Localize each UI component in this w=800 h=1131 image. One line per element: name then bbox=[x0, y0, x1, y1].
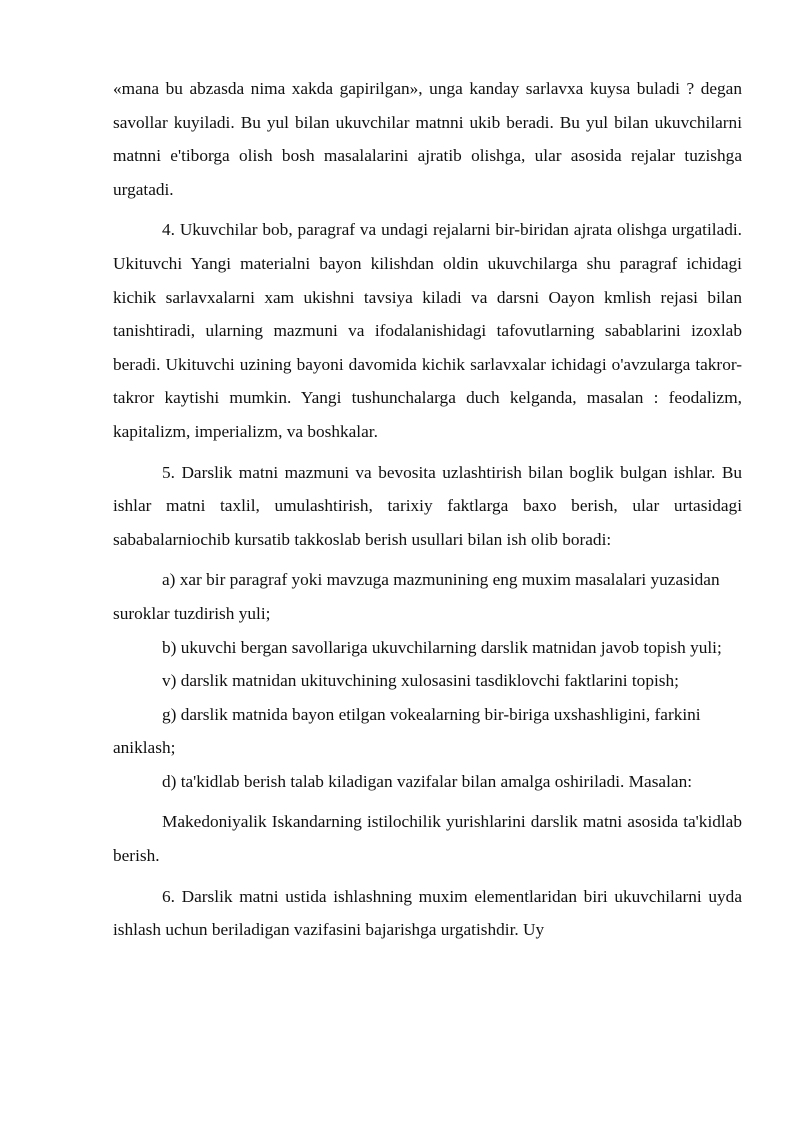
list-item-b: b) ukuvchi bergan savollariga ukuvchilarning darslik matnidan javob topish yuli; bbox=[162, 637, 722, 657]
paragraph-item-4: 4. Ukuvchilar bob, paragraf va undagi rejalarni bir-biridan ajrata olishga urgatiladi. Ukituvchi Yangi materialni bayon kilishdan oldin ukuvchilarga shu paragraf ichidagi kichik sarlavxalarni xam ukishni tavsiya kiladi va darsni Oayon kmlish rejasi bilan tanishtiradi, ularning mazmuni va ifodalanishidagi tafovutlarning sabablarini izoxlab beradi. Ukituvchi uzining bayoni davomida kichik sarlavxalar ichidagi o'avzularga takror-takror kaytishi mumkin. Yangi tushunchalarga duch kelganda, masalan : feodalizm, kapitalizm, imperializm, va boshkalar. bbox=[113, 220, 742, 441]
paragraph-item-6: 6. Darslik matni ustida ishlashning muxim elementlaridan biri ukuvchilarni uyda ishlash uchun beriladigan vazifasini bajarishga urgatishdir. Uy bbox=[113, 886, 742, 940]
list-item-d: d) ta'kidlab berish talab kiladigan vazifalar bilan amalga oshiriladi. Masalan: bbox=[162, 771, 693, 791]
list-item-a: a) xar bir paragraf yoki mavzuga mazmunining eng muxim masalalari yuzasidan suroklar tuzdirish yuli; bbox=[113, 570, 720, 623]
paragraph-item-5: 5. Darslik matni mazmuni va bevosita uzlashtirish bilan boglik bulgan ishlar. Bu ishlar matni taxlil, umulashtirish, tarixiy faktlarga baxo berish, ular urtasidagi sababalarniochib kursatib takkoslab berish usullari bilan ish olib boradi: bbox=[113, 462, 742, 549]
paragraph-continuation: «mana bu abzasda nima xakda gapirilgan», unga kanday sarlavxa kuysa buladi ? degan savollar kuyiladi. Bu yul bilan ukuvchilar matnni ukib beradi. Bu yul bilan ukuvchilarni matnni e'tiborga olish bosh masalalarini ajratib olishga, ular asosida rejalar tuzishga urgatadi. bbox=[113, 79, 742, 199]
paragraph-example: Makedoniyalik Iskandarning istilochilik yurishlarini darslik matni asosida ta'kidlab berish. bbox=[113, 812, 742, 866]
list-item-g: g) darslik matnida bayon etilgan vokealarning bir-biriga uxshashligini, farkini aniklash; bbox=[113, 704, 701, 758]
list-item-v: v) darslik matnidan ukituvchining xulosasini tasdiklovchi faktlarini topish; bbox=[162, 671, 679, 691]
